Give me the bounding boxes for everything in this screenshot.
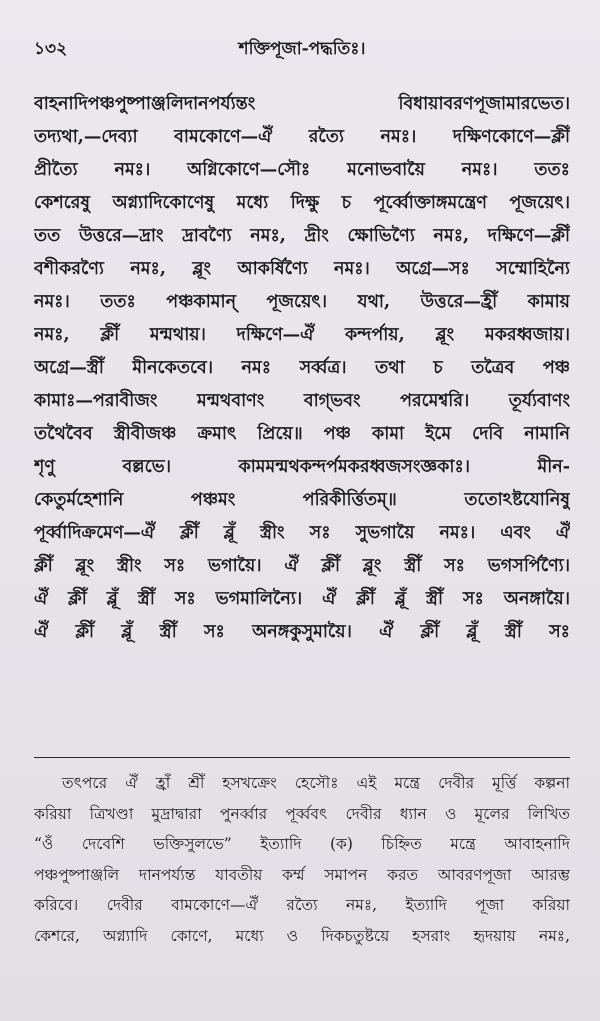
text-line: অগ্রে—স্ত্রীঁ মীনকেতবে। নমঃ সর্ব্বত্র। তথা চ তত্রৈব পঞ্চ — [34, 358, 570, 378]
text-line: পূর্ব্বাদিক্রমেণ—ঐঁ ক্লীঁ ব্লূঁ স্ত্রীং সঃ সুভগায়ৈ নমঃ। এবং ঐঁ — [34, 523, 570, 543]
text-line: ক্লীঁ ব্লূং স্ত্রীং সঃ ভগায়ৈ। ঐঁ ক্লীঁ ব্লূং স্ত্রীঁ সঃ ভগসর্পিণ্যৈ। — [34, 556, 570, 576]
footnote-divider — [34, 757, 570, 758]
footnote-line: করিবে। দেবীর বামকোণে—ঐঁ রত্যৈ নমঃ, ইত্যাদি পূজা করিয়া — [34, 896, 570, 914]
page-number: ১৩২ — [34, 39, 68, 59]
text-line: প্রীত্যৈ নমঃ। অগ্নিকোণে—সৌঃ মনোভবায়ৈ নমঃ। ততঃ — [34, 160, 570, 180]
main-text-block — [34, 88, 570, 649]
footnote-line: পঞ্চপুষ্পাঞ্জলি দানপর্য্যন্ত যাবতীয় কর্ম্ম সমাপন করত আবরণপূজা আরম্ভ — [34, 865, 570, 884]
page-header — [34, 36, 570, 64]
text-line: শৃণু বল্লভে। কামমন্মথকন্দর্পমকরধ্বজসংজ্ঞকাঃ। মীন- — [34, 457, 570, 477]
text-line: নমঃ। ততঃ পঞ্চকামান্ পূজয়েৎ। যথা, উত্তরে—হ্রীঁ কামায় — [34, 292, 570, 312]
text-line: ঐঁ ক্লীঁ ব্লূঁ স্ত্রীঁ সঃ অনঙ্গকুসুমায়ৈ। ঐঁ ক্লীঁ ব্লূঁ স্ত্রীঁ সঃ — [34, 622, 570, 642]
text-line: কামাঃ—পরাবীজং মন্মথবাণং বাগ্‌ভবং পরমেশ্বরি। তূর্য্যবাণং — [34, 391, 570, 411]
text-line: নমঃ, ক্লীঁ মন্মথায়। দক্ষিণে—ঐঁ কন্দর্পায়, ব্লূং মকরধ্বজায়। — [34, 325, 570, 345]
footnote-line: কেশরে, অগ্ন্যাদি কোণে, মধ্যে ও দিকচতুষ্টয়ে হসরাং হৃদয়ায় নমঃ, — [34, 926, 570, 945]
footnote-line: “ওঁ দেবেশি ভক্তিসুলভে” ইত্যাদি (ক) চিহ্নিত মন্ত্রে আবাহনাদি — [34, 835, 570, 853]
footnote-block — [34, 768, 570, 951]
text-line: তদ্যথা,—দেব্যা বামকোণে—ঐঁ রত্যৈ নমঃ। দক্ষিণকোণে—ক্লীঁ — [34, 127, 570, 147]
text-line: বশীকরণ্যৈ নমঃ, ব্লূং আকর্ষিণ্যৈ নমঃ। অগ্রে—সঃ সম্মোহিন্যৈ — [34, 259, 570, 279]
running-title: শক্তিপূজা-পদ্ধতিঃ। — [238, 39, 366, 59]
text-line: তথৈবৈব স্ত্রীবীজঞ্চ ক্রমাৎ প্রিয়ে॥ পঞ্চ কামা ইমে দেবি নামানি — [34, 424, 570, 444]
text-line: ঐঁ ক্লীঁ ব্লূঁ স্ত্রীঁ সঃ ভগমালিন্যৈ। ঐঁ ক্লীঁ ব্লূঁ স্ত্রীঁ সঃ অনঙ্গায়ৈ। — [34, 589, 570, 609]
text-line: কেশরেষু অগ্ন্যাদিকোণেষু মধ্যে দিক্ষু চ পূর্ব্বোক্তাঙ্গমন্ত্রেণ পূজয়েৎ। — [34, 193, 570, 213]
footnote-line: তৎপরে ঐঁ হ্রাঁ শ্রীঁ হসখক্রেং হেসৌঃ এই মন্ত্রে দেবীর মূর্ত্তি কল্পনা — [62, 774, 570, 792]
text-line: কেতুর্মহেশানি পঞ্চমং পরিকীর্ত্তিতম্॥ ততোঽষ্টযোনিষু — [34, 490, 570, 510]
text-line: তত উত্তরে—দ্রাং দ্রাবণ্যৈ নমঃ, দ্রীং ক্ষোভিণ্যৈ নমঃ, দক্ষিণে—ক্লীঁ — [34, 226, 570, 246]
footnote-line: করিয়া ত্রিখণ্ডা মুদ্রাদ্বারা পুনর্ব্বার পূর্ব্ববৎ দেবীর ধ্যান ও মূলের লিখিত — [34, 804, 570, 823]
text-line: বাহনাদিপঞ্চপুষ্পাঞ্জলিদানপর্য্যন্তং বিধায়াবরণপূজামারভেত। — [34, 94, 570, 114]
